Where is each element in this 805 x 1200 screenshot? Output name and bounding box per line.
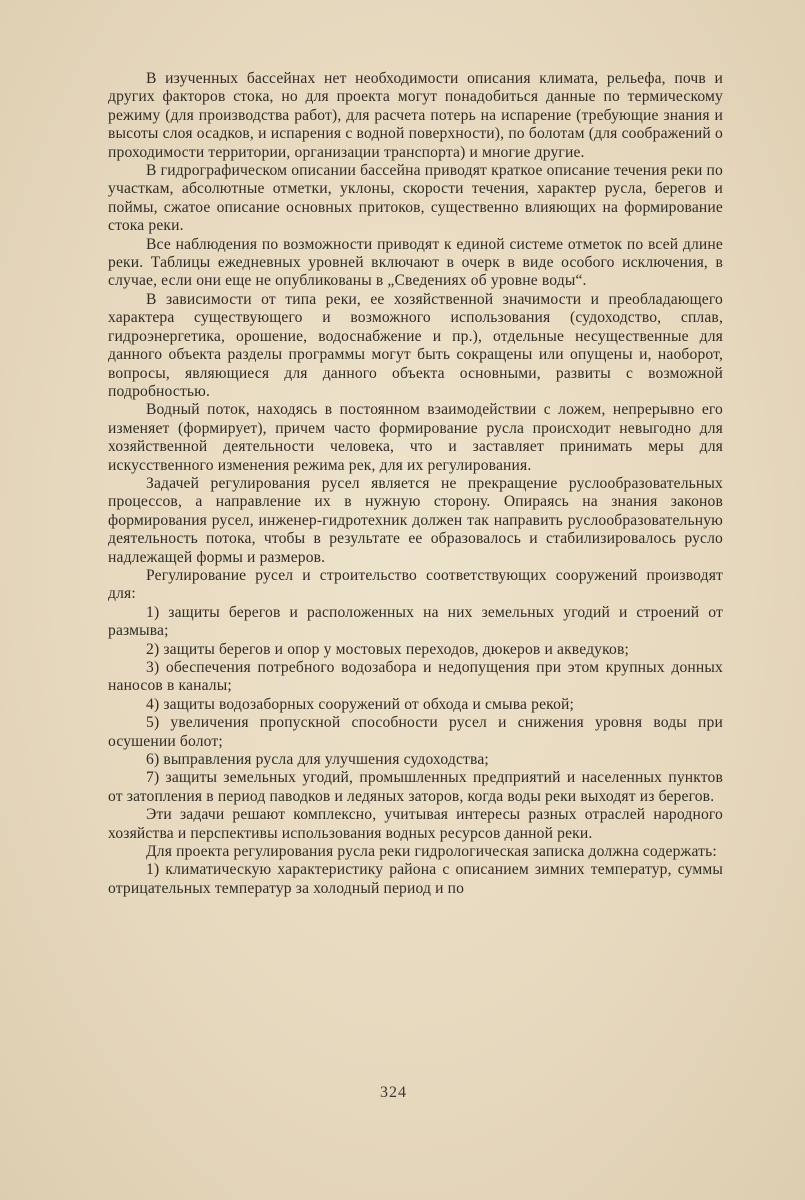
paragraph-8: Эти задачи решают комплексно, учитывая интересы разных отраслей народного хозяйства и перспективы использования водных ресурсов данной реки. xyxy=(108,806,723,842)
paragraph-6: Задачей регулирования русел является не прекращение руслообразовательных процессов, а направление их в нужную сторону. Опираясь на знания законов формирования русел, инженер-гидротехник должен так направить руслообразовательную деятельность потока, чтобы в результате ее образовалось и стабилизировалось русло надлежащей формы и размеров. xyxy=(108,474,723,566)
list-item-8: 1) климатическую характеристику района с описанием зимних температур, суммы отрицательных температур за холодный период и по xyxy=(108,861,723,897)
list-item-6: 6) выправления русла для улучшения судоходства; xyxy=(146,751,489,769)
page-number: 324 xyxy=(380,1084,407,1101)
paragraph-3: Все наблюдения по возможности приводят к единой системе отметок по всей длине реки. Таблицы ежедневных уровней включают в очерк в виде особого исключения, в случае, если они еще не опубликованы в „Сведениях об уровне воды“. xyxy=(108,235,723,290)
paragraph-7: Регулирование русел и строительство соответствующих сооружений производят для: xyxy=(108,566,723,603)
list-item-3: 3) обеспечения потребного водозабора и недопущения при этом крупных донных наносов в каналы; xyxy=(108,659,723,695)
body-text xyxy=(108,70,723,898)
paragraph-1: В изученных бассейнах нет необходимости описания климата, рельефа, почв и других факторов стока, но для проекта могут понадобиться данные по термическому режиму (для производства работ), для расчета потерь на испарение (требующие знания и высоты слоя осадков, и испарения с водной поверхности), по болотам (для соображений о проходимости территории, организации транспорта) и многие другие. xyxy=(108,70,723,161)
list-item-2: 2) защиты берегов и опор у мостовых переходов, дюкеров и акведуков; xyxy=(146,640,629,658)
list-item-5: 5) увеличения пропускной способности русел и снижения уровня воды при осушении болот; xyxy=(108,714,723,750)
list-item-4: 4) защиты водозаборных сооружений от обхода и смыва рекой; xyxy=(146,695,575,713)
list-item-1: 1) защиты берегов и расположенных на них земельных угодий и строений от размыва; xyxy=(108,603,723,640)
list-item-7: 7) защиты земельных угодий, промышленных предприятий и населенных пунктов от затопления в период паводков и ледяных заторов, когда воды реки выходят из берегов. xyxy=(108,769,723,805)
paragraph-2: В гидрографическом описании бассейна приводят краткое описание течения реки по участкам, абсолютные отметки, уклоны, скорости течения, характер русла, берегов и поймы, сжатое описание основных притоков, существенно влияющих на формирование стока реки. xyxy=(108,162,723,235)
paragraph-9: Для проекта регулирования русла реки гидрологическая записка должна содержать: xyxy=(146,843,717,861)
paragraph-5: Водный поток, находясь в постоянном взаимодействии с ложем, непрерывно его изменяет (формирует), причем часто формирование русла происходит невыгодно для хозяйственной деятельности человека, что и заставляет принимать меры для искусственного изменения режима рек, для их регулирования. xyxy=(108,401,723,474)
paragraph-4: В зависимости от типа реки, ее хозяйственной значимости и преобладающего характера существующего и возможного использования (судоходство, сплав, гидроэнергетика, орошение, водоснабжение и пр.), отдельные несущественные для данного объекта разделы программы могут быть сокращены или опущены и, наоборот, вопросы, являющиеся для данного объекта основными, развиты с возможной подробностью. xyxy=(108,290,723,400)
